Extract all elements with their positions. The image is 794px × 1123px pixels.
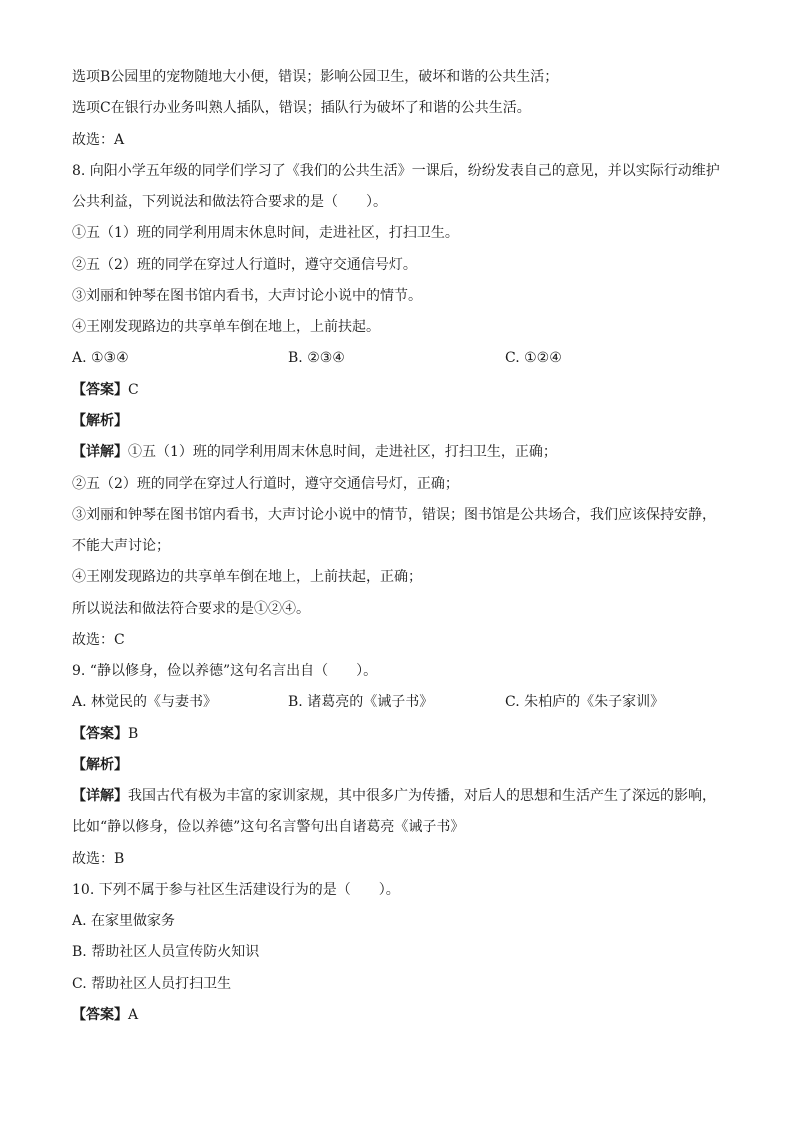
detail-line: 不能大声讨论； <box>72 538 170 554</box>
q9-detail <box>72 787 716 805</box>
q9-option-c: C. 朱柏庐的《朱子家训》 <box>505 694 665 710</box>
text-line: 故选：A <box>72 132 125 148</box>
detail-line: 比如“静以修身，俭以养德”这句名言警句出自诸葛亮《诫子书》 <box>72 819 465 835</box>
statement-item: ④王刚发现路边的共享单车倒在地上，上前扶起。 <box>72 319 380 335</box>
detail-line: 所以说法和做法符合要求的是①②④。 <box>72 601 310 617</box>
detail-line: 故选：C <box>72 632 125 648</box>
q8-option-b: B. ②③④ <box>288 350 345 366</box>
statement-item: ③刘丽和钟琴在图书馆内看书，大声讨论小说中的情节。 <box>72 288 422 304</box>
q8-answer <box>72 381 139 399</box>
q8-analysis-tag: 【解析】 <box>72 413 128 429</box>
detail-tag: 【详解】 <box>72 788 128 804</box>
text-line: 选项B公园里的宠物随地大小便，错误；影响公园卫生，破坏和谐的公共生活； <box>72 69 559 85</box>
statement-item: ②五（2）班的同学在穿过人行道时，遵守交通信号灯。 <box>72 257 417 273</box>
q9-answer <box>72 725 138 743</box>
answer-value: C <box>128 382 139 398</box>
answer-value: A <box>128 1007 139 1023</box>
q9-option-a: A. 林觉民的《与妻书》 <box>72 694 218 710</box>
detail-line: ③刘丽和钟琴在图书馆内看书，大声讨论小说中的情节，错误；图书馆是公共场合，我们应该保持安静， <box>72 507 716 523</box>
detail-line: ②五（2）班的同学在穿过人行道时，遵守交通信号灯，正确； <box>72 476 459 492</box>
answer-tag: 【答案】 <box>72 1007 128 1023</box>
question-8-stem: 8. 向阳小学五年级的同学们学习了《我们的公共生活》一课后，纷纷发表自己的意见，并以实际行动维护 <box>72 163 720 179</box>
detail-tag: 【详解】 <box>72 444 128 460</box>
q8-option-c: C. ①②④ <box>505 350 562 366</box>
q10-answer <box>72 1006 138 1024</box>
detail-text: 我国古代有极为丰富的家训家规，其中很多广为传播，对后人的思想和生活产生了深远的影响， <box>128 788 716 804</box>
statement-item: ①五（1）班的同学利用周末休息时间，走进社区，打扫卫生。 <box>72 225 459 241</box>
q8-option-a: A. ①③④ <box>72 350 129 366</box>
detail-line: 故选：B <box>72 851 125 867</box>
q10-option-a: A. 在家里做家务 <box>72 913 176 929</box>
question-10-stem: 10. 下列不属于参与社区生活建设行为的是（ ）。 <box>72 882 400 898</box>
q10-option-b: B. 帮助社区人员宣传防火知识 <box>72 944 260 960</box>
answer-tag: 【答案】 <box>72 382 128 398</box>
answer-value: B <box>128 726 139 742</box>
detail-line: ④王刚发现路边的共享单车倒在地上，上前扶起，正确； <box>72 569 422 585</box>
q9-option-b: B. 诸葛亮的《诫子书》 <box>288 694 434 710</box>
q10-option-c: C. 帮助社区人员打扫卫生 <box>72 976 232 992</box>
text-line: 选项C在银行办业务叫熟人插队，错误；插队行为破坏了和谐的公共生活。 <box>72 100 531 116</box>
q8-detail <box>72 443 557 461</box>
question-8-stem: 公共利益，下列说法和做法符合要求的是（ ）。 <box>72 194 387 210</box>
answer-tag: 【答案】 <box>72 726 128 742</box>
q9-analysis-tag: 【解析】 <box>72 757 128 773</box>
question-9-stem: 9. “静以修身，俭以养德”这句名言出自（ ）。 <box>72 663 378 679</box>
detail-text: ①五（1）班的同学利用周末休息时间，走进社区，打扫卫生，正确； <box>128 444 557 460</box>
